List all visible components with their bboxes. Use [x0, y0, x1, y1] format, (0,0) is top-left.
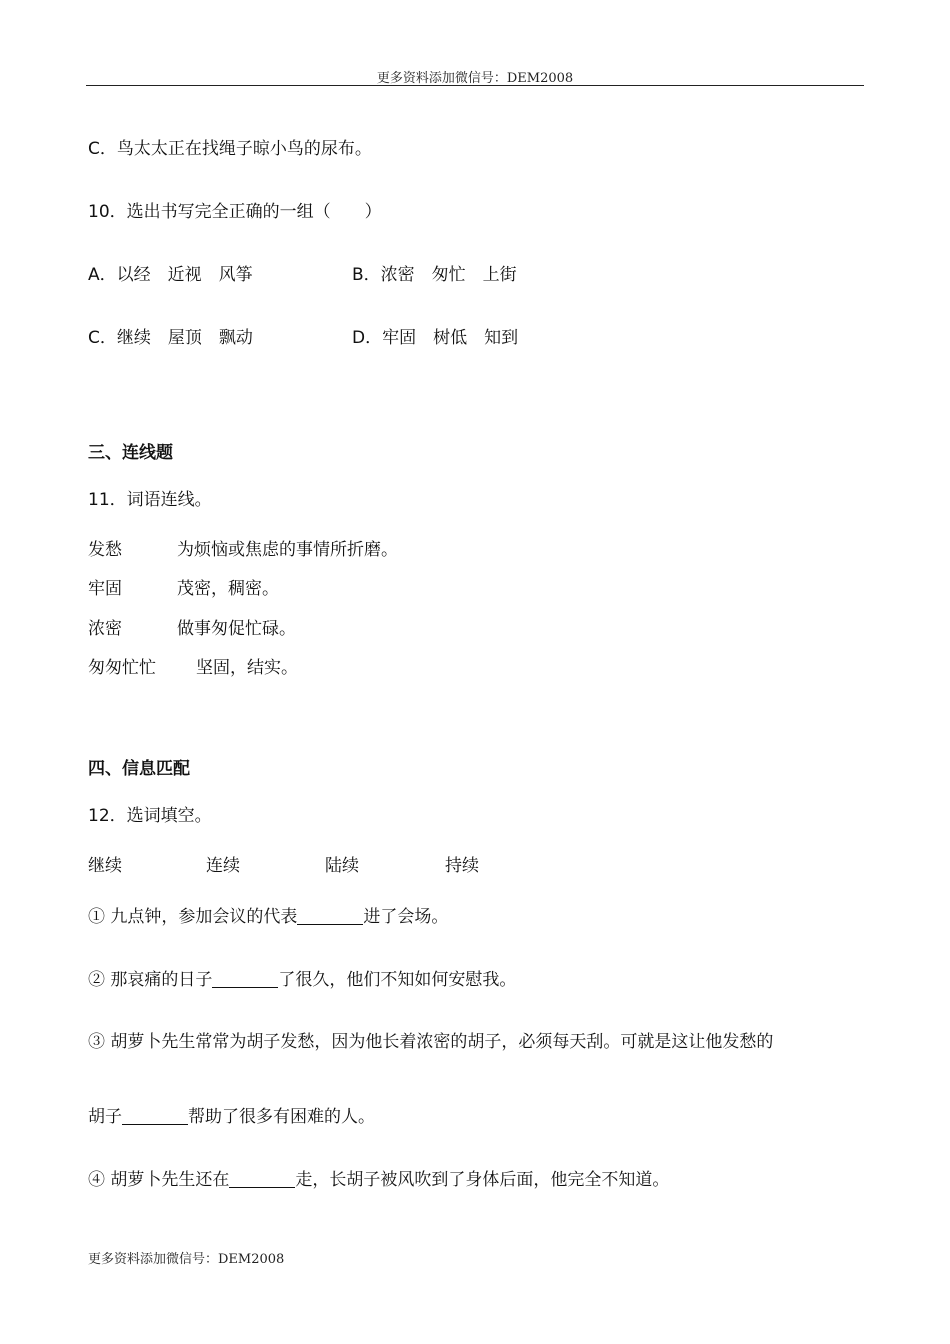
option-text: 鸟太太正在找绳子晾小鸟的尿布。	[116, 139, 372, 159]
fill-blank[interactable]	[229, 1171, 295, 1188]
q11-meaning: 做事匆促忙碌。	[177, 619, 296, 639]
option-text: 以经 近视 风筝	[116, 265, 253, 285]
q11-meaning: 为烦恼或焦虑的事情所折磨。	[177, 540, 398, 560]
q11-stem	[88, 489, 212, 511]
item-text-after: 走，长胡子被风吹到了身体后面，他完全不知道。	[295, 1170, 670, 1190]
q12-stem	[88, 805, 212, 827]
q11-word: 匆匆忙忙	[88, 658, 156, 678]
option-label: C．	[88, 328, 117, 348]
q12-choice: 持续	[445, 856, 479, 876]
q12-item-3	[88, 1031, 773, 1053]
question-number: 11．	[88, 490, 127, 510]
q12-item-1	[88, 906, 448, 928]
q11-word: 发愁	[88, 540, 122, 560]
option-text: 浓密 匆忙 上街	[380, 265, 517, 285]
q10-option-d	[352, 327, 518, 349]
q11-word: 浓密	[88, 619, 122, 639]
q12-choice: 继续	[88, 856, 122, 876]
item-text-before: 那哀痛的日子	[110, 970, 213, 990]
question-text: 词语连线。	[126, 490, 212, 510]
item-mark: ④	[88, 1170, 105, 1190]
section-4-title: 四、信息匹配	[88, 759, 190, 779]
q10-option-c	[88, 327, 253, 349]
item-text-before: 胡子	[88, 1107, 122, 1127]
item-text-before: 胡萝卜先生常常为胡子发愁，因为他长着浓密的胡子，必须每天刮。可就是这让他发愁的	[110, 1032, 774, 1052]
q9-option-c	[88, 138, 372, 160]
option-label: B．	[352, 265, 381, 285]
fill-blank[interactable]	[297, 908, 363, 925]
option-label: C．	[88, 139, 117, 159]
option-text: 继续 屋顶 飘动	[116, 328, 253, 348]
q11-meaning: 茂密，稠密。	[177, 579, 279, 599]
q12-choice: 陆续	[325, 856, 359, 876]
q12-item-2	[88, 969, 516, 991]
fill-blank[interactable]	[212, 971, 278, 988]
item-text-before: 胡萝卜先生还在	[110, 1170, 230, 1190]
q12-item-3-continued	[88, 1106, 375, 1128]
header-divider	[86, 85, 864, 86]
q11-word: 牢固	[88, 579, 122, 599]
q10-option-a	[88, 264, 253, 286]
item-text-after: 帮助了很多有困难的人。	[188, 1107, 375, 1127]
section-3-title: 三、连线题	[88, 443, 173, 463]
q12-choice: 连续	[206, 856, 240, 876]
item-mark: ①	[88, 907, 105, 927]
question-number: 10．	[88, 202, 127, 222]
q11-meaning: 坚固，结实。	[196, 658, 298, 678]
page-footer: 更多资料添加微信号：DEM2008	[88, 1252, 285, 1267]
option-label: A．	[88, 265, 117, 285]
question-text: 选词填空。	[126, 806, 212, 826]
page-header: 更多资料添加微信号：DEM2008	[376, 71, 574, 86]
q10-option-b	[352, 264, 517, 286]
q12-item-4	[88, 1169, 669, 1191]
item-text-after: 了很久，他们不知如何安慰我。	[278, 970, 517, 990]
item-mark: ③	[88, 1032, 105, 1052]
option-text: 牢固 树低 知到	[382, 328, 519, 348]
question-text: 选出书写完全正确的一组（ ）	[126, 202, 382, 222]
item-text-before: 九点钟，参加会议的代表	[110, 907, 298, 927]
item-mark: ②	[88, 970, 105, 990]
fill-blank[interactable]	[122, 1108, 188, 1125]
question-number: 12．	[88, 806, 127, 826]
option-label: D．	[352, 328, 383, 348]
item-text-after: 进了会场。	[363, 907, 449, 927]
q10-stem	[88, 201, 382, 223]
